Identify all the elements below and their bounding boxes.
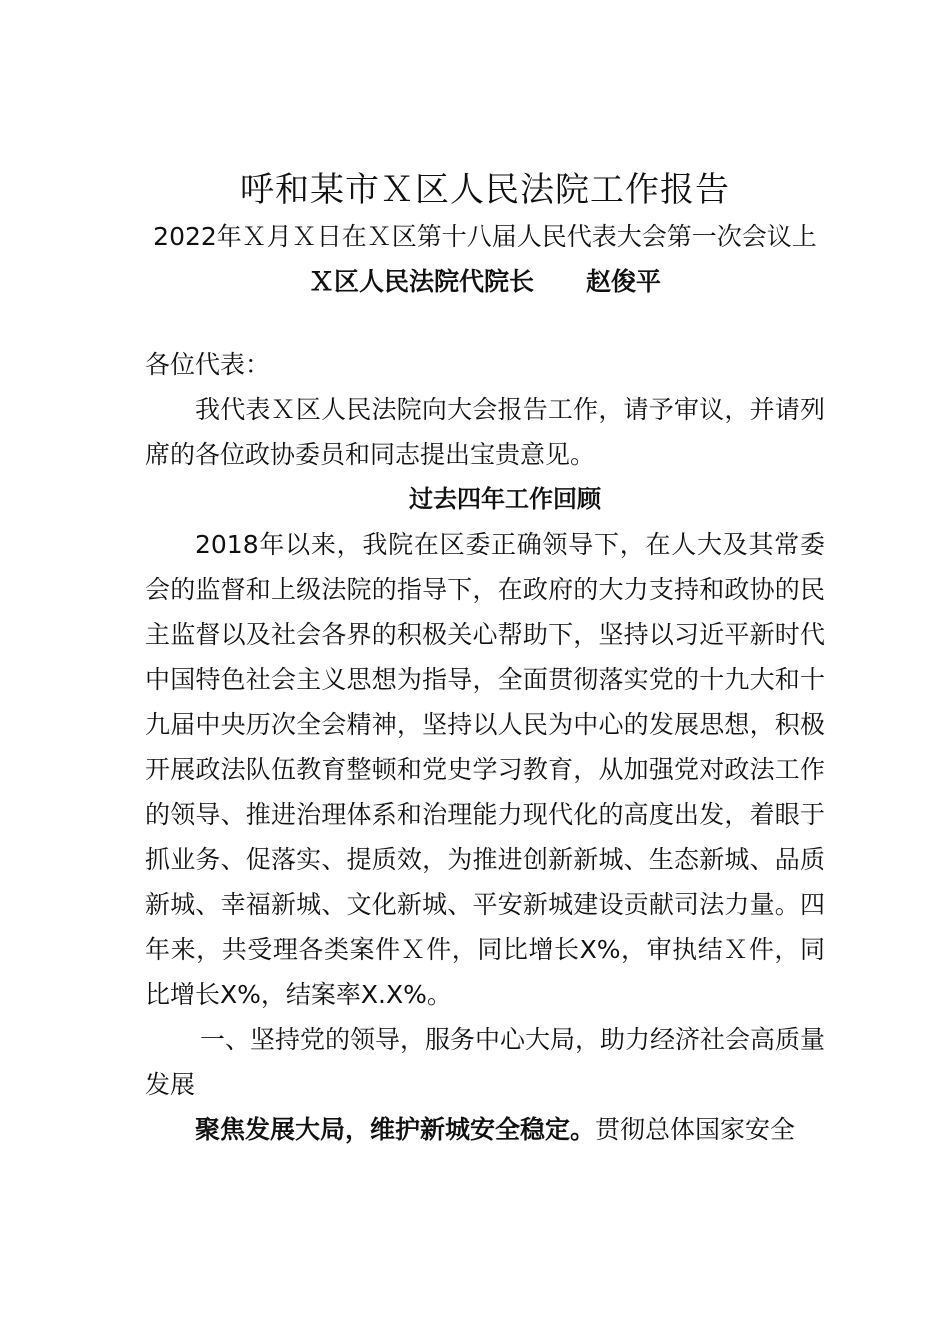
review-paragraph: 2018年以来，我院在区委正确领导下，在人大及其常委会的监督和上级法院的指导下，在政府的大力支持和政协的民主监督以及社会各界的积极关心帮助下，坚持以习近平新时代中国特色社会主义思想为指导，全面贯彻落实党的十九大和十九届中央历次全会精神，坚持以人民为中心的发展思想，积极开展政法队伍教育整顿和党史学习教育，从加强党对政法工作的领导、推进治理体系和治理能力现代化的高度出发，着眼于抓业务、促落实、提质效，为推进创新新城、生态新城、品质新城、幸福新城、文化新城、平安新城建设贡献司法力量。四年来，共受理各类案件Ｘ件，同比增长X%，审执结Ｘ件，同比增长X%，结案率X.X%。 <box>145 530 825 1009</box>
bold-lead: 聚焦发展大局，维护新城安全稳定。 <box>195 1115 596 1144</box>
last-paragraph <box>145 1107 825 1152</box>
meeting-subtitle: 2022年Ｘ月Ｘ日在Ｘ区第十八届人民代表大会第一次会议上 <box>153 222 817 251</box>
report-page <box>145 150 825 1152</box>
author-name: 赵俊平 <box>586 267 662 296</box>
intro-paragraph: 我代表Ｘ区人民法院向大会报告工作，请予审议，并请列席的各位政协委员和同志提出宝贵意见。 <box>145 395 825 469</box>
heading-one: 一、坚持党的领导，服务中心大局，助力经济社会高质量发展 <box>145 1025 826 1099</box>
section-title: 过去四年工作回顾 <box>409 485 601 513</box>
author-role: Ｘ区人民法院代院长 <box>308 267 534 296</box>
author-line <box>145 259 825 304</box>
salutation: 各位代表： <box>145 350 271 379</box>
report-title: 呼和某市Ｘ区人民法院工作报告 <box>240 170 730 210</box>
last-paragraph-text: 贯彻总体国家安全 <box>595 1115 796 1144</box>
